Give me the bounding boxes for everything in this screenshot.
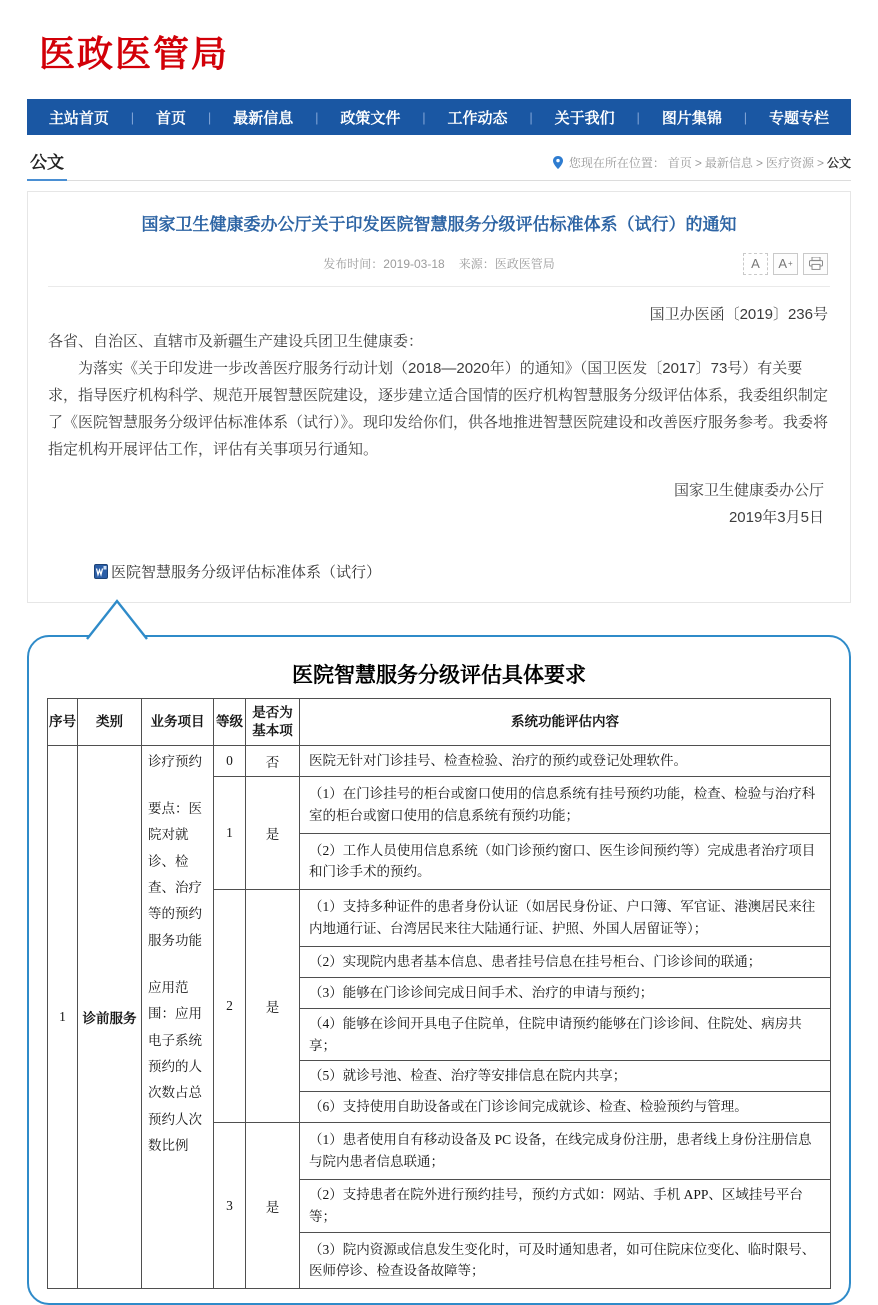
nav-item-about-us[interactable]: 关于我们 [555,107,615,128]
nav-separator: | [529,110,532,125]
font-decrease-label: A [751,256,760,271]
nav-item-main-home[interactable]: 主站首页 [49,107,109,128]
breadcrumb-medical-resources[interactable]: 医疗资源 [766,154,814,171]
cell-content: （1）支持多种证件的患者身份认证（如居民身份证、户口簿、军官证、港澳居民来往内地通行证、台湾居民来往大陆通行证、护照、外国人居留证等）； [300,890,831,947]
document-number: 国卫办医函〔2019〕236号 [50,303,828,324]
section-title: 公文 [27,148,67,181]
article-body [48,328,830,463]
breadcrumb [553,154,851,180]
cell-content: 医院无针对门诊挂号、检查检验、治疗的预约或登记处理软件。 [300,745,831,776]
publish-time-value: 2019-03-18 [383,257,444,271]
cell-category: 诊前服务 [78,745,142,1288]
print-button[interactable] [803,253,828,275]
attachment-label: 医院智慧服务分级评估标准体系（试行） [111,561,381,582]
cell-content: （5）就诊号池、检查、治疗等安排信息在院内共享； [300,1061,831,1092]
print-icon [809,257,823,270]
col-header-project: 业务项目 [142,698,214,745]
nav-separator: | [208,110,211,125]
breadcrumb-current: 公文 [827,154,851,171]
cell-content: （2）实现院内患者基本信息、患者挂号信息在挂号柜台、门诊诊间的联通； [300,946,831,977]
cell-content: （3）院内资源或信息发生变化时，可及时通知患者，如可住院床位变化、临时限号、医师停诊、检查设备故障等； [300,1232,831,1289]
cell-level-1: 1 [214,776,246,889]
cell-level-0: 0 [214,745,246,776]
nav-separator: | [422,110,425,125]
breadcrumb-separator: > [695,156,702,170]
cell-content: （6）支持使用自助设备或在门诊诊间完成就诊、检查、检验预约与管理。 [300,1092,831,1123]
project-line: 诊疗预约 [148,749,207,775]
article-tools [743,253,828,275]
col-header-content: 系统功能评估内容 [300,698,831,745]
source-value: 医政医管局 [495,257,555,271]
font-increase-label: A [778,256,787,271]
table-title: 医院智慧服务分级评估具体要求 [47,659,831,689]
project-line: 要点：医院对就诊、检查、治疗等的预约服务功能 [148,796,207,954]
cell-basic-0: 否 [246,745,300,776]
nav-item-special-topics[interactable]: 专题专栏 [769,107,829,128]
salutation: 各省、自治区、直辖市及新疆生产建设兵团卫生健康委： [48,328,830,355]
signature-block [48,477,830,531]
article-title: 国家卫生健康委办公厅关于印发医院智慧服务分级评估标准体系（试行）的通知 [78,212,800,238]
article-paragraph: 为落实《关于印发进一步改善医疗服务行动计划（2018—2020年）的通知》（国卫医发〔2017〕73号）有关要求，指导医疗机构科学、规范开展智慧医院建设，逐步建立适合国情的医疗机构智慧服务分级评估体系，我委组织制定了《医院智慧服务分级评估标准体系（试行）》。现印发给你们，供各地推进智慧医院建设和改善医疗服务参考。我委将指定机构开展评估工作，评估有关事项另行通知。 [48,355,830,463]
source-label: 来源： [459,257,495,271]
page-container [27,0,851,1305]
font-increase-plus: + [788,259,793,268]
breadcrumb-latest-news[interactable]: 最新信息 [705,154,753,171]
cell-basic-3: 是 [246,1123,300,1289]
site-header [27,0,851,99]
font-increase-button[interactable] [773,253,798,275]
breadcrumb-separator: > [756,156,763,170]
main-nav [27,99,851,135]
project-line: 应用范围：应用电子系统预约的人次数占总预约人次数比例 [148,975,207,1159]
cell-project [142,745,214,1288]
breadcrumb-location-label: 您现在所在位置： [569,154,665,171]
col-header-basic: 是否为基本项 [246,698,300,745]
cell-content: （2）支持患者在院外进行预约挂号，预约方式如：网站、手机 APP、区域挂号平台等； [300,1179,831,1232]
signature-date: 2019年3月5日 [48,504,824,531]
cell-content: （4）能够在诊间开具电子住院单，住院申请预约能够在门诊诊间、住院处、病房共享； [300,1008,831,1061]
cell-content: （1）在门诊挂号的柜台或窗口使用的信息系统有挂号预约功能，检查、检验与治疗科室的柜台或窗口使用的信息系统有预约功能； [300,776,831,833]
nav-separator: | [315,110,318,125]
col-header-category: 类别 [78,698,142,745]
nav-separator: | [744,110,747,125]
article-meta [48,255,830,287]
cell-level-3: 3 [214,1123,246,1289]
breadcrumb-separator: > [817,156,824,170]
evaluation-table [47,698,831,1290]
callout-notch [85,598,149,645]
article-card [27,191,851,603]
nav-separator: | [131,110,134,125]
publish-time-label: 发布时间： [323,257,383,271]
font-decrease-button[interactable] [743,253,768,275]
col-header-index: 序号 [48,698,78,745]
nav-separator: | [637,110,640,125]
table-row [48,745,831,776]
nav-item-home[interactable]: 首页 [156,107,186,128]
cell-index: 1 [48,745,78,1288]
nav-item-latest-news[interactable]: 最新信息 [233,107,293,128]
location-pin-icon [553,156,563,169]
nav-item-work-trends[interactable]: 工作动态 [448,107,508,128]
signature-org: 国家卫生健康委办公厅 [48,477,824,504]
cell-level-2: 2 [214,890,246,1123]
attachment-preview-popup [27,635,851,1305]
cell-basic-2: 是 [246,890,300,1123]
cell-content: （2）工作人员使用信息系统（如门诊预约窗口、医生诊间预约等）完成患者治疗项目和门诊手术的预约。 [300,833,831,890]
site-title: 医政医管局 [39,33,229,74]
nav-item-policy-docs[interactable]: 政策文件 [340,107,400,128]
table-header-row [48,698,831,745]
attachment-link[interactable] [94,561,830,582]
nav-item-photo-gallery[interactable]: 图片集锦 [662,107,722,128]
cell-content: （3）能够在门诊诊间完成日间手术、治疗的申请与预约； [300,977,831,1008]
col-header-level: 等级 [214,698,246,745]
breadcrumb-row [27,135,851,181]
doc-file-icon [94,564,108,579]
breadcrumb-home[interactable]: 首页 [668,154,692,171]
cell-basic-1: 是 [246,776,300,889]
cell-content: （1）患者使用自有移动设备及 PC 设备，在线完成身份注册，患者线上身份注册信息与院内患者信息联通； [300,1123,831,1180]
